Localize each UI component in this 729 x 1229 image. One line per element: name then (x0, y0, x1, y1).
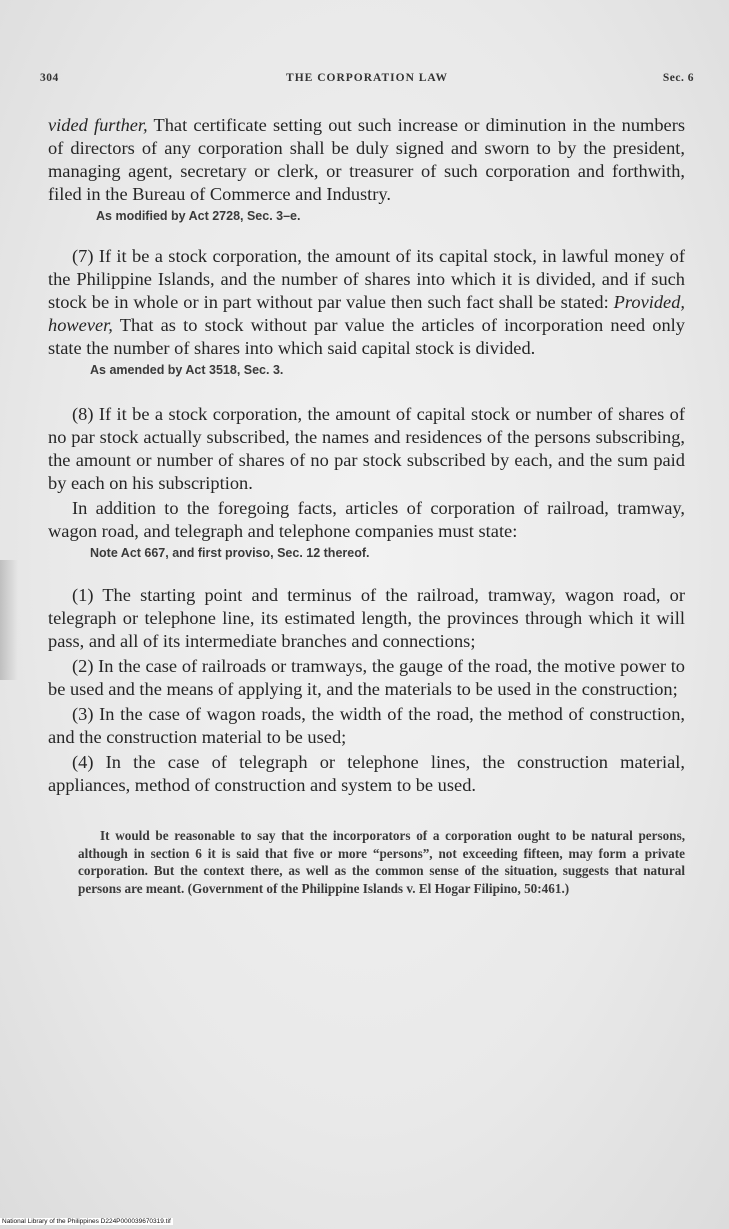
page-body (48, 114, 685, 897)
paragraph-item-8: (8) If it be a stock corporation, the amount of capital stock or number of shares of no par stock actually subscribed, the names and residences of the persons subscribing, the amount or number of shares of no par stock subscribed by each, and the sum paid by each on his subscription. (48, 404, 685, 493)
paragraph-sub-4: (4) In the case of telegraph or telephone lines, the construction material, appliances, method of construction and system to be used. (48, 752, 685, 795)
paragraph-additional: In addition to the foregoing facts, articles of corporation of railroad, tramway, wagon road, and telegraph and telephone companies must state: (48, 498, 685, 541)
page-number: 304 (40, 72, 59, 84)
paragraph-text: (7) If it be a stock corporation, the amount of its capital stock, in lawful money of the Philippine Islands, and the number of shares into which it is divided, and if such stock be in whole or in part without par value then such fact shall be stated: (48, 246, 685, 312)
amendment-note: As modified by Act 2728, Sec. 3–e. (96, 209, 301, 223)
paragraph-item-7 (48, 245, 685, 360)
scan-credit: National Library of the Philippines D224P000039670319.tif (2, 1218, 171, 1225)
italic-fragment: vided further, (48, 115, 148, 135)
paragraph-text: That as to stock without par value the articles of incorporation need only state the number of shares into which said capital stock is divided. (48, 315, 685, 358)
running-title: THE CORPORATION LAW (286, 72, 448, 84)
running-header (40, 72, 694, 92)
amendment-note: As amended by Act 3518, Sec. 3. (90, 363, 284, 377)
italic-fragment: Provided, however, (48, 292, 685, 335)
section-label: Sec. 6 (662, 72, 694, 84)
scan-edge-shadow (0, 560, 18, 680)
paragraph-continued (48, 114, 685, 206)
paragraph-text: That certificate setting out such increase or diminution in the numbers of directors of any corporation shall be duly signed and sworn to by the president, managing agent, secretary or clerk, or treasurer of such corporation and forthwith, filed in the Bureau of Commerce and Industry. (48, 115, 685, 204)
paragraph-sub-1: (1) The starting point and terminus of the railroad, tramway, wagon road, or telegraph or telephone line, its estimated length, the provinces through which it will pass, and all of its intermediate branches and connections; (48, 585, 685, 651)
paragraph-sub-3: (3) In the case of wagon roads, the width of the road, the method of construction, and the construction material to be used; (48, 704, 685, 747)
reference-note: Note Act 667, and first proviso, Sec. 12 thereof. (90, 546, 370, 560)
paragraph-sub-2: (2) In the case of railroads or tramways, the gauge of the road, the motive power to be used and the means of applying it, and the materials to be used in the construction; (48, 656, 685, 699)
commentary-note: It would be reasonable to say that the incorporators of a corporation ought to be natural persons, although in section 6 it is said that five or more “persons”, not exceeding fifteen, may form a private corporation. But the context there, as well as the common sense of the situation, suggests that natural persons are meant. (Government of the Philippine Islands v. El Hogar Filipino, 50:461.) (78, 828, 685, 896)
